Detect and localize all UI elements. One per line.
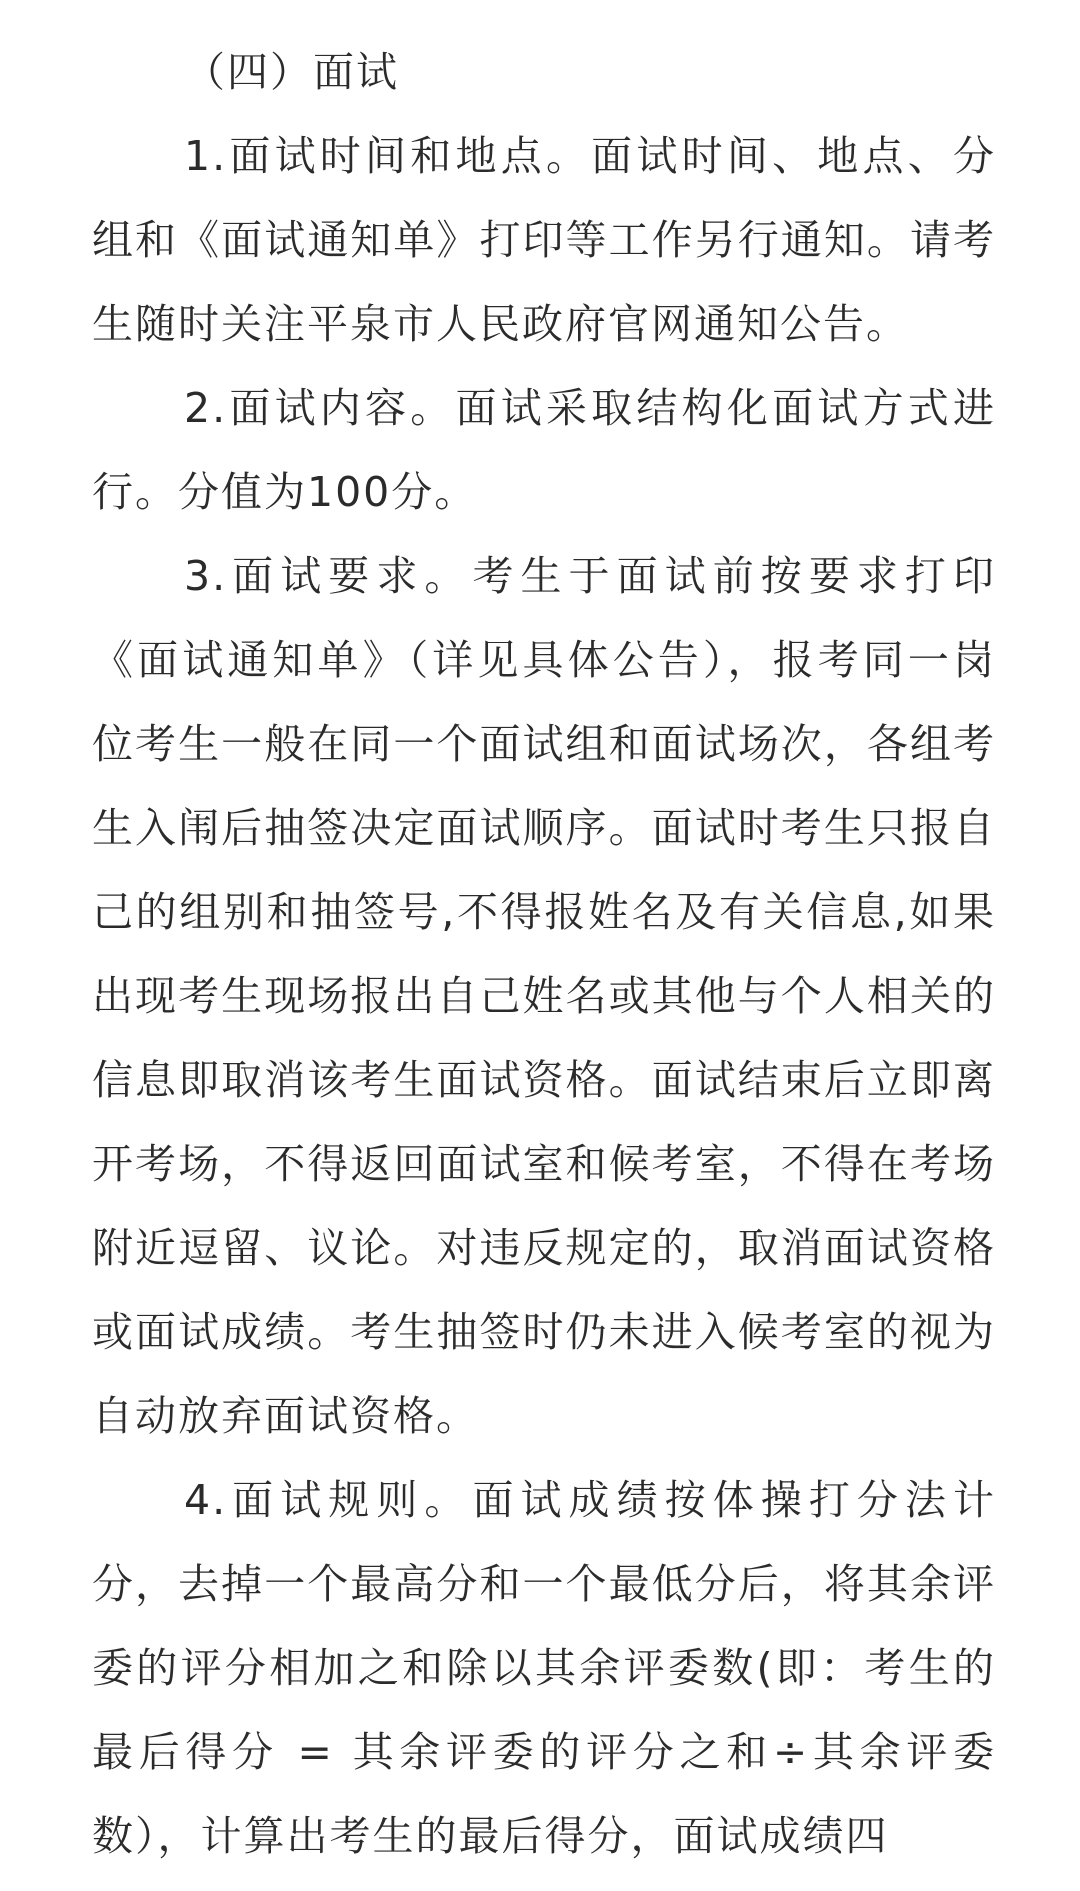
paragraph-interview-time-location: 1.面试时间和地点。面试时间、地点、分组和《面试通知单》打印等工作另行通知。请考生随时关注平泉市人民政府官网通知公告。: [92, 132, 996, 348]
paragraph-interview-content: 2.面试内容。面试采取结构化面试方式进行。分值为100分。: [92, 384, 996, 516]
document-body: [92, 30, 996, 1878]
section-heading: （四）面试: [184, 48, 399, 96]
paragraph-interview-requirements: 3.面试要求。考生于面试前按要求打印《面试通知单》（详见具体公告），报考同一岗位考生一般在同一个面试组和面试场次，各组考生入闱后抽签决定面试顺序。面试时考生只报自己的组别和抽签号,不得报姓名及有关信息,如果出现考生现场报出自己姓名或其他与个人相关的信息即取消该考生面试资格。面试结束后立即离开考场，不得返回面试室和候考室，不得在考场附近逗留、议论。对违反规定的，取消面试资格或面试成绩。考生抽签时仍未进入候考室的视为自动放弃面试资格。: [92, 552, 996, 1440]
paragraph-interview-rules: 4.面试规则。面试成绩按体操打分法计分，去掉一个最高分和一个最低分后，将其余评委的评分相加之和除以其余评委数(即：考生的最后得分 = 其余评委的评分之和÷其余评委数），计算出考生的最后得分，面试成绩四: [92, 1476, 996, 1860]
